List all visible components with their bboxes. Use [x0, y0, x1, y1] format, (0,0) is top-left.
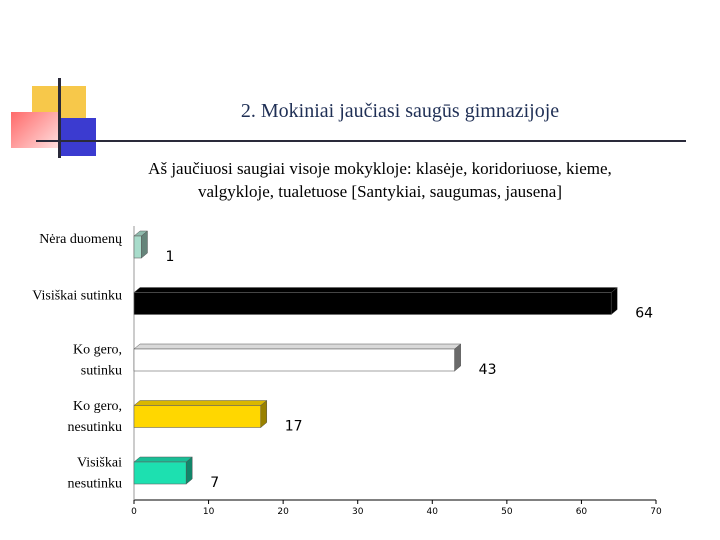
category-label-line: sutinku [80, 363, 122, 379]
value-label: 43 [478, 362, 497, 378]
value-label: 7 [210, 475, 220, 491]
x-tick-label: 30 [351, 507, 364, 517]
bar-top-face [134, 344, 461, 349]
category-label [32, 289, 122, 304]
bar-side-face [141, 231, 147, 258]
x-tick-label: 40 [426, 507, 439, 517]
bar-side-face [186, 457, 192, 484]
category-label-line: Ko gero, [73, 399, 122, 414]
slide-title: 2. Mokiniai jaučiasi saugūs gimnazijoje [240, 100, 560, 122]
category-label [39, 232, 122, 247]
chart-title: Aš jaučiuosi saugiai visoje mokykloje: klasėje, koridoriuose, kieme, valgykloje, tualetuose [Santykiai, saugumas, jausena] [148, 159, 612, 201]
category-label-line: Ko gero, [73, 342, 122, 358]
bar-top-face [134, 288, 617, 293]
value-label: 17 [284, 418, 303, 435]
category-label [68, 399, 122, 435]
bar-group [134, 344, 461, 371]
bar-side-face [455, 344, 461, 371]
x-tick-label: 70 [650, 507, 662, 517]
bar [134, 236, 141, 258]
x-tick-label: 20 [277, 507, 289, 517]
category-label-line: nesutinku [67, 476, 122, 492]
category-label-line: nesutinku [67, 420, 122, 435]
bar-top-face [134, 401, 267, 406]
bar [134, 406, 261, 428]
bar-group [134, 288, 617, 315]
x-tick-label: 60 [575, 507, 588, 517]
bar [134, 349, 455, 371]
x-tick-label: 0 [131, 507, 137, 517]
bar [134, 293, 611, 315]
category-label-line: Nėra duomenų [39, 232, 122, 247]
category-label [68, 456, 123, 492]
category-label-line: Visiškai [76, 455, 122, 471]
category-label [73, 343, 122, 379]
bar-side-face [611, 288, 617, 315]
bar [134, 462, 186, 484]
bar-group [134, 457, 192, 484]
bar-group [134, 401, 267, 428]
value-label: 1 [165, 249, 175, 265]
bar-top-face [134, 457, 192, 462]
value-label: 64 [635, 305, 654, 322]
x-tick-label: 50 [501, 507, 513, 517]
x-tick-label: 10 [202, 507, 215, 517]
bar-side-face [261, 401, 267, 428]
bar-group [134, 231, 147, 258]
category-label-line: Visiškai sutinku [32, 288, 122, 304]
